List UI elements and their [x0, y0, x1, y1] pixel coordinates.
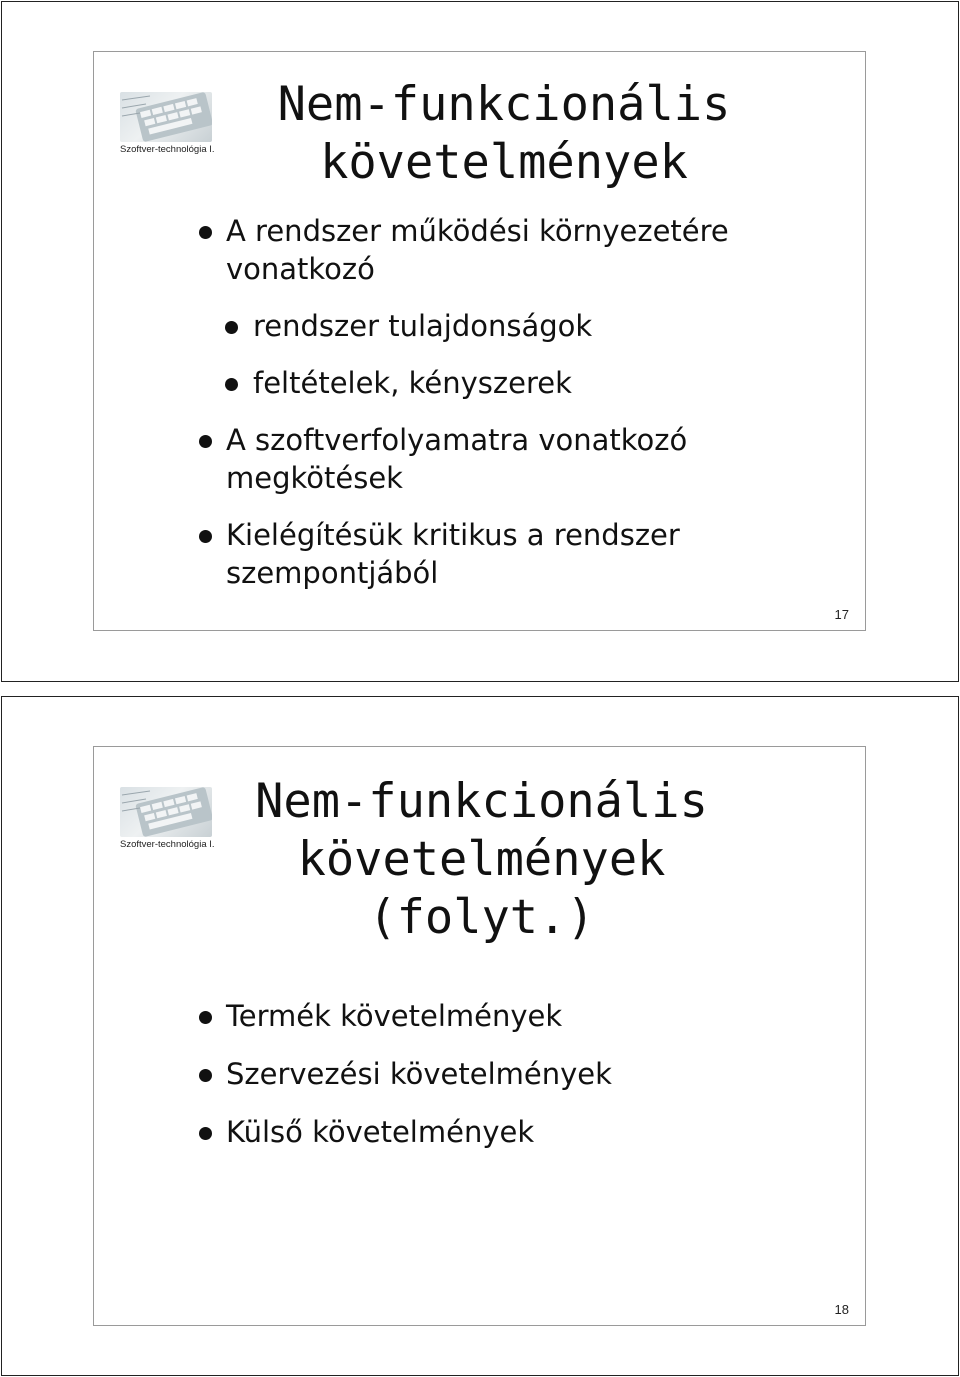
slide-18	[93, 746, 866, 1326]
keyboard-photo-icon	[120, 92, 212, 142]
bullet-item	[226, 516, 846, 592]
title-line: Nem-funkcionális	[277, 77, 731, 132]
bullet-text-line: rendszer tulajdonságok	[253, 309, 593, 343]
course-logo	[120, 92, 214, 155]
bullet-text-line: szempontjából	[226, 556, 439, 590]
bullet-dot-icon	[199, 530, 212, 543]
bullet-text-line: megkötések	[226, 461, 403, 495]
bullet-text-line: A rendszer működési környezetére	[226, 214, 729, 248]
bullet-item	[226, 1055, 846, 1093]
bullet-item	[253, 364, 813, 402]
slide-17	[93, 51, 866, 631]
bullet-text-line: Termék követelmények	[226, 999, 563, 1033]
bullet-text-line: Szervezési követelmények	[226, 1057, 612, 1091]
bullet-text-line: feltételek, kényszerek	[253, 366, 572, 400]
course-logo	[120, 787, 214, 850]
bullet-dot-icon	[199, 435, 212, 448]
slide-title	[204, 773, 759, 947]
bullet-item	[226, 997, 846, 1035]
bullet-dot-icon	[199, 1011, 212, 1024]
logo-caption: Szoftver-technológia I.	[120, 839, 215, 850]
bullet-text-line: A szoftverfolyamatra vonatkozó	[226, 423, 688, 457]
page-number: 18	[834, 1302, 849, 1317]
bullet-item	[253, 307, 813, 345]
page-number: 17	[834, 607, 849, 622]
bullet-dot-icon	[199, 1127, 212, 1140]
bullet-item	[226, 421, 846, 497]
title-line: követelmények	[320, 135, 688, 190]
keyboard-photo-icon	[120, 787, 212, 837]
bullet-dot-icon	[199, 226, 212, 239]
bullet-dot-icon	[225, 321, 238, 334]
bullet-item	[226, 1113, 846, 1151]
logo-caption: Szoftver-technológia I.	[120, 144, 215, 155]
bullet-dot-icon	[199, 1069, 212, 1082]
bullet-text-line: Külső követelmények	[226, 1115, 535, 1149]
title-line: Nem-funkcionális	[255, 774, 708, 829]
bullet-text-line: Kielégítésük kritikus a rendszer	[226, 518, 680, 552]
title-line: követelmények (folyt.)	[297, 832, 666, 945]
slide-title	[224, 76, 784, 192]
bullet-text-line: vonatkozó	[226, 252, 375, 286]
bullet-dot-icon	[225, 378, 238, 391]
bullet-item	[226, 212, 846, 288]
